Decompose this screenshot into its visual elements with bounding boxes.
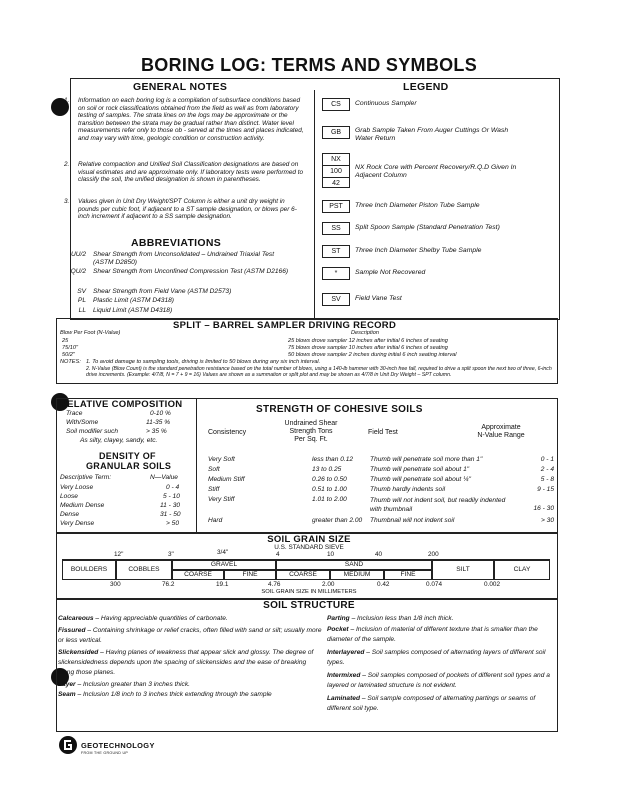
grain-boulders: BOULDERS — [62, 560, 116, 580]
legend-code: GB — [322, 126, 350, 139]
legend-code: SS — [322, 222, 350, 235]
legend-desc: Continuous Sampler — [355, 100, 417, 107]
general-note-3: Values given in Unit Dry Weight/SPT Column is either a unit dry weight in pounds per cubic foot, if adjacent to a ST sample designation, or blows per 6-inch increment if adjacent to a SS sample designation. — [78, 198, 297, 221]
legend-desc: Sample Not Recovered — [355, 269, 426, 276]
abbr-desc: Liquid Limit (ASTM D4318) — [93, 307, 173, 314]
abbr-desc: Shear Strength from Unconfined Compression Test (ASTM D2166) — [93, 268, 289, 275]
abbr-desc: Plastic Limit (ASTM D4318) — [93, 297, 174, 304]
grain-silt: SILT — [432, 560, 494, 580]
grain-clay: CLAY — [494, 560, 550, 580]
general-note-1: Information on each boring log is a compilation of subsurface conditions based on soil or rock classifications obtained from the field as well as from laboratory testing of samples. The strata lines on the logs may be approximate or the transition between the strata may be gradual rather than distinct. Water level measurements refer only to those ob - served at the times and places indicated, and may vary with time, geologic condition or construction activity. — [78, 97, 304, 142]
relative-composition-heading: RELATIVE COMPOSITION — [60, 399, 183, 410]
legend-desc: Grab Sample Taken From Auger Cuttings Or Wash Water Return — [355, 127, 509, 142]
grain-cobbles: COBBLES — [116, 560, 172, 580]
cohesive-heading: STRENGTH OF COHESIVE SOILS — [256, 404, 423, 415]
legend-code: SV — [322, 293, 350, 306]
legend-heading: LEGEND — [403, 81, 449, 93]
legend-code: CS — [322, 98, 350, 111]
grain-size-heading: SOIL GRAIN SIZE — [267, 534, 351, 545]
general-note-2: Relative compaction and Unified Soil Classification designations are based on visual estimates and are approximate only. If laboratory tests were performed to classify the soil, the unified designation is shown in parentheses. — [78, 161, 304, 184]
legend-desc: Field Vane Test — [355, 295, 402, 302]
legend-desc: NX Rock Core with Percent Recovery/R.Q.D Given In Adjacent Column — [355, 164, 517, 179]
page-title: BORING LOG: TERMS AND SYMBOLS — [140, 55, 478, 75]
structure-right: Parting – Inclusion less than 1/8 inch thick. Pocket – Inclusion of material of different texture that is smaller than the diameter of the sample. Interlayered – Soil samples composed of alternating layers of different soil types. Intermixed – Soil samples composed of pockets of different soil types and a layered or laminated structure is not evident. Laminated – Soil sample composed of alternating partings or seams of different soil type. — [327, 615, 550, 712]
legend-desc: Three Inch Diameter Piston Tube Sample — [355, 202, 480, 209]
logo-tagline: FROM THE GROUND UP — [81, 751, 129, 755]
geotechnology-logo-icon — [58, 735, 78, 755]
legend-code-nx: NX 100 42 — [322, 153, 350, 188]
grain-gravel: GRAVEL — [172, 560, 276, 570]
abbr-code: QU/2 — [70, 268, 86, 275]
general-notes-heading: GENERAL NOTES — [133, 81, 228, 93]
abbr-desc: Shear Strength from Unconsolidated – Undrained Triaxial Test (ASTM D2850) — [93, 251, 275, 266]
split-barrel-heading: SPLIT – BARREL SAMPLER DRIVING RECORD — [173, 320, 397, 331]
logo-name: GEOTECHNOLOGY — [81, 741, 155, 750]
abbr-code: SV — [77, 288, 86, 295]
abbr-code: UU/2 — [70, 251, 86, 258]
abbr-desc: Shear Strength from Field Vane (ASTM D2573) — [93, 288, 232, 295]
legend-code: ST — [322, 245, 350, 258]
legend-desc: Split Spoon Sample (Standard Penetration Test) — [355, 224, 500, 231]
abbr-code: PL — [77, 297, 86, 304]
abbreviations-heading: ABBREVIATIONS — [131, 237, 222, 249]
structure-left: Calcareous – Having appreciable quantities of carbonate. Fissured – Containing shrinkage or relief cracks, often filled with sand or silt; usually more or less vertical. Slickensided – Having planes of weakness that appear slick and glossy. The degree of slickensidedness depends upon the spacing of slickensides and the ease of breaking along those planes. Layer – Inclusion greater than 3 inches thick. Seam – Inclusion 1/8 inch to 3 inches thick extending through the sample — [58, 615, 322, 698]
soil-structure-heading: SOIL STRUCTURE — [263, 600, 355, 611]
abbr-code: LL — [78, 307, 86, 314]
grain-sand: SAND — [276, 560, 432, 570]
legend-code: * — [322, 267, 350, 280]
legend-code: PST — [322, 200, 350, 213]
legend-desc: Three Inch Diameter Shelby Tube Sample — [355, 247, 482, 254]
